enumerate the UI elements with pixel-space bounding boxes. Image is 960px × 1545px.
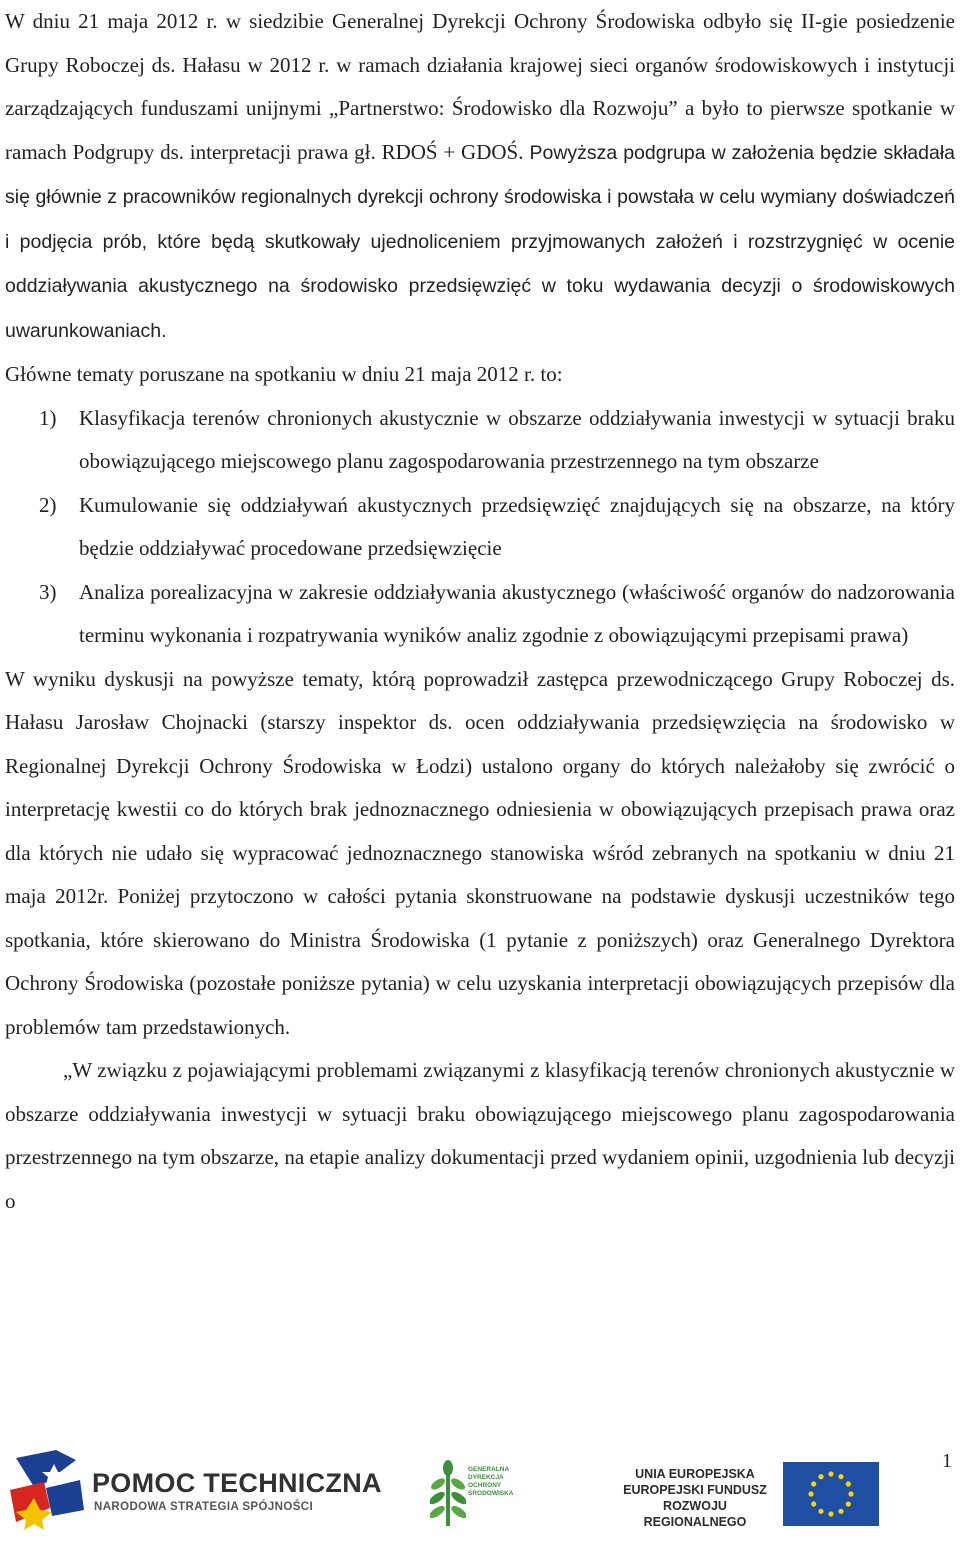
topics-list <box>5 397 955 658</box>
intro-paragraph-part1: W dniu 21 maja 2012 r. w siedzibie Generalnej Dyrekcji Ochrony Środowiska odbyło się II-gie posiedzenie Grupy Roboczej ds. Hałasu w 2012 r. w ramach działania krajowej sieci organów środowiskowych i instytucji zarządzających funduszami unijnymi „Partnerstwo: Środowisko dla Rozwoju” a było to pierwsze spotkanie w ramach Podgrupy ds. interpretacji prawa gł. RDOŚ + GDOŚ. <box>5 9 955 164</box>
intro-paragraph-part2: Powyższa podgrupa w założenia będzie składała się głównie z pracowników regionalnych dyrekcji ochrony środowiska i powstała w celu wymiany doświadczeń i podjęcia prób, które będą skutkowały ujednoliceniem przyjmowanych założeń i rozstrzygnięć w ocenie oddziaływania akustycznego na środowisko przedsięwzięć w toku wydawania decyzji o środowiskowych uwarunkowaniach. <box>5 141 956 342</box>
pomoc-techniczna-subtitle: NARODOWA STRATEGIA SPÓJNOŚCI <box>94 1501 314 1513</box>
list-item-number: 2) <box>39 492 57 517</box>
page-number: 1 <box>942 1450 952 1472</box>
list-item <box>5 484 955 571</box>
list-item-number: 3) <box>39 579 57 604</box>
gdos-logo <box>430 1460 520 1535</box>
gdos-logo-text: GENERALNA DYREKCJA OCHRONY ŚRODOWISKA <box>468 1466 514 1497</box>
star-swoosh-icon <box>6 1450 90 1530</box>
list-item <box>5 397 955 484</box>
page-footer <box>0 1430 960 1545</box>
list-item-text: Klasyfikacja terenów chronionych akustycznie w obszarze oddziaływania inwestycji w sytuacji braku obowiązującego miejscowego planu zagospodarowania przestrzennego na tym obszarze <box>79 405 955 473</box>
document-body <box>5 0 955 1223</box>
list-item-text: Analiza porealizacyjna w zakresie oddziaływania akustycznego (właściwość organów do nadzorowania terminu wykonania i rozpatrywania wyników analiz zgodnie z obowiązującymi przepisami prawa) <box>79 579 955 647</box>
list-item-number: 1) <box>39 405 57 430</box>
eu-line-3: ROZWOJU REGIONALNEGO <box>643 1499 747 1529</box>
discussion-paragraph: W wyniku dyskusji na powyższe tematy, którą poprowadził zastępca przewodniczącego Grupy Roboczej ds. Hałasu Jarosław Chojnacki (starszy inspektor ds. ocen oddziaływania przedsięwzięcia na środowisko w Regionalnej Dyrekcji Ochrony Środowiska w Łodzi) ustalono organy do których należałoby się zwrócić o interpretację kwestii co do których brak jednoznacznego odniesienia w obowiązujących przepisach prawa oraz dla których nie udało się wypracować jednoznacznego stanowiska wśród zebranych na spotkaniu w dniu 21 maja 2012r. Poniżej przytoczono w całości pytania skonstruowane na podstawie dyskusji uczestników tego spotkania, które skierowano do Ministra Środowiska (1 pytanie z poniższych) oraz Generalnego Dyrektora Ochrony Środowiska (pozostałe poniższe pytania) w celu uzyskania interpretacji obowiązujących przepisów dla problemów tam przedstawionych. <box>5 666 955 1039</box>
pomoc-techniczna-title: POMOC TECHNICZNA <box>92 1468 382 1498</box>
eu-erdf-logo <box>615 1462 945 1532</box>
intro-paragraph <box>5 0 955 353</box>
quoted-question-paragraph: „W związku z pojawiającymi problemami związanymi z klasyfikacją terenów chronionych akustycznie w obszarze oddziaływania inwestycji w sytuacji braku obowiązującego miejscowego planu zagospodarowania przestrzennego na tym obszarze, na etapie analizy dokumentacji przed wydaniem opinii, uzgodnienia lub decyzji o <box>5 1058 955 1213</box>
leaf-tree-icon <box>430 1460 466 1528</box>
pomoc-techniczna-logo <box>6 1450 382 1530</box>
eu-line-1: UNIA EUROPEJSKA <box>635 1467 755 1481</box>
eu-line-2: EUROPEJSKI FUNDUSZ <box>623 1483 767 1497</box>
list-item <box>5 571 955 658</box>
topics-intro: Główne tematy poruszane na spotkaniu w dniu 21 maja 2012 r. to: <box>5 362 563 386</box>
list-item-text: Kumulowanie się oddziaływań akustycznych przedsięwzięć znajdujących się na obszarze, na który będzie oddziaływać procedowane przedsięwzięcie <box>79 492 955 560</box>
eu-erdf-text <box>615 1466 775 1530</box>
eu-flag-icon <box>783 1462 879 1526</box>
